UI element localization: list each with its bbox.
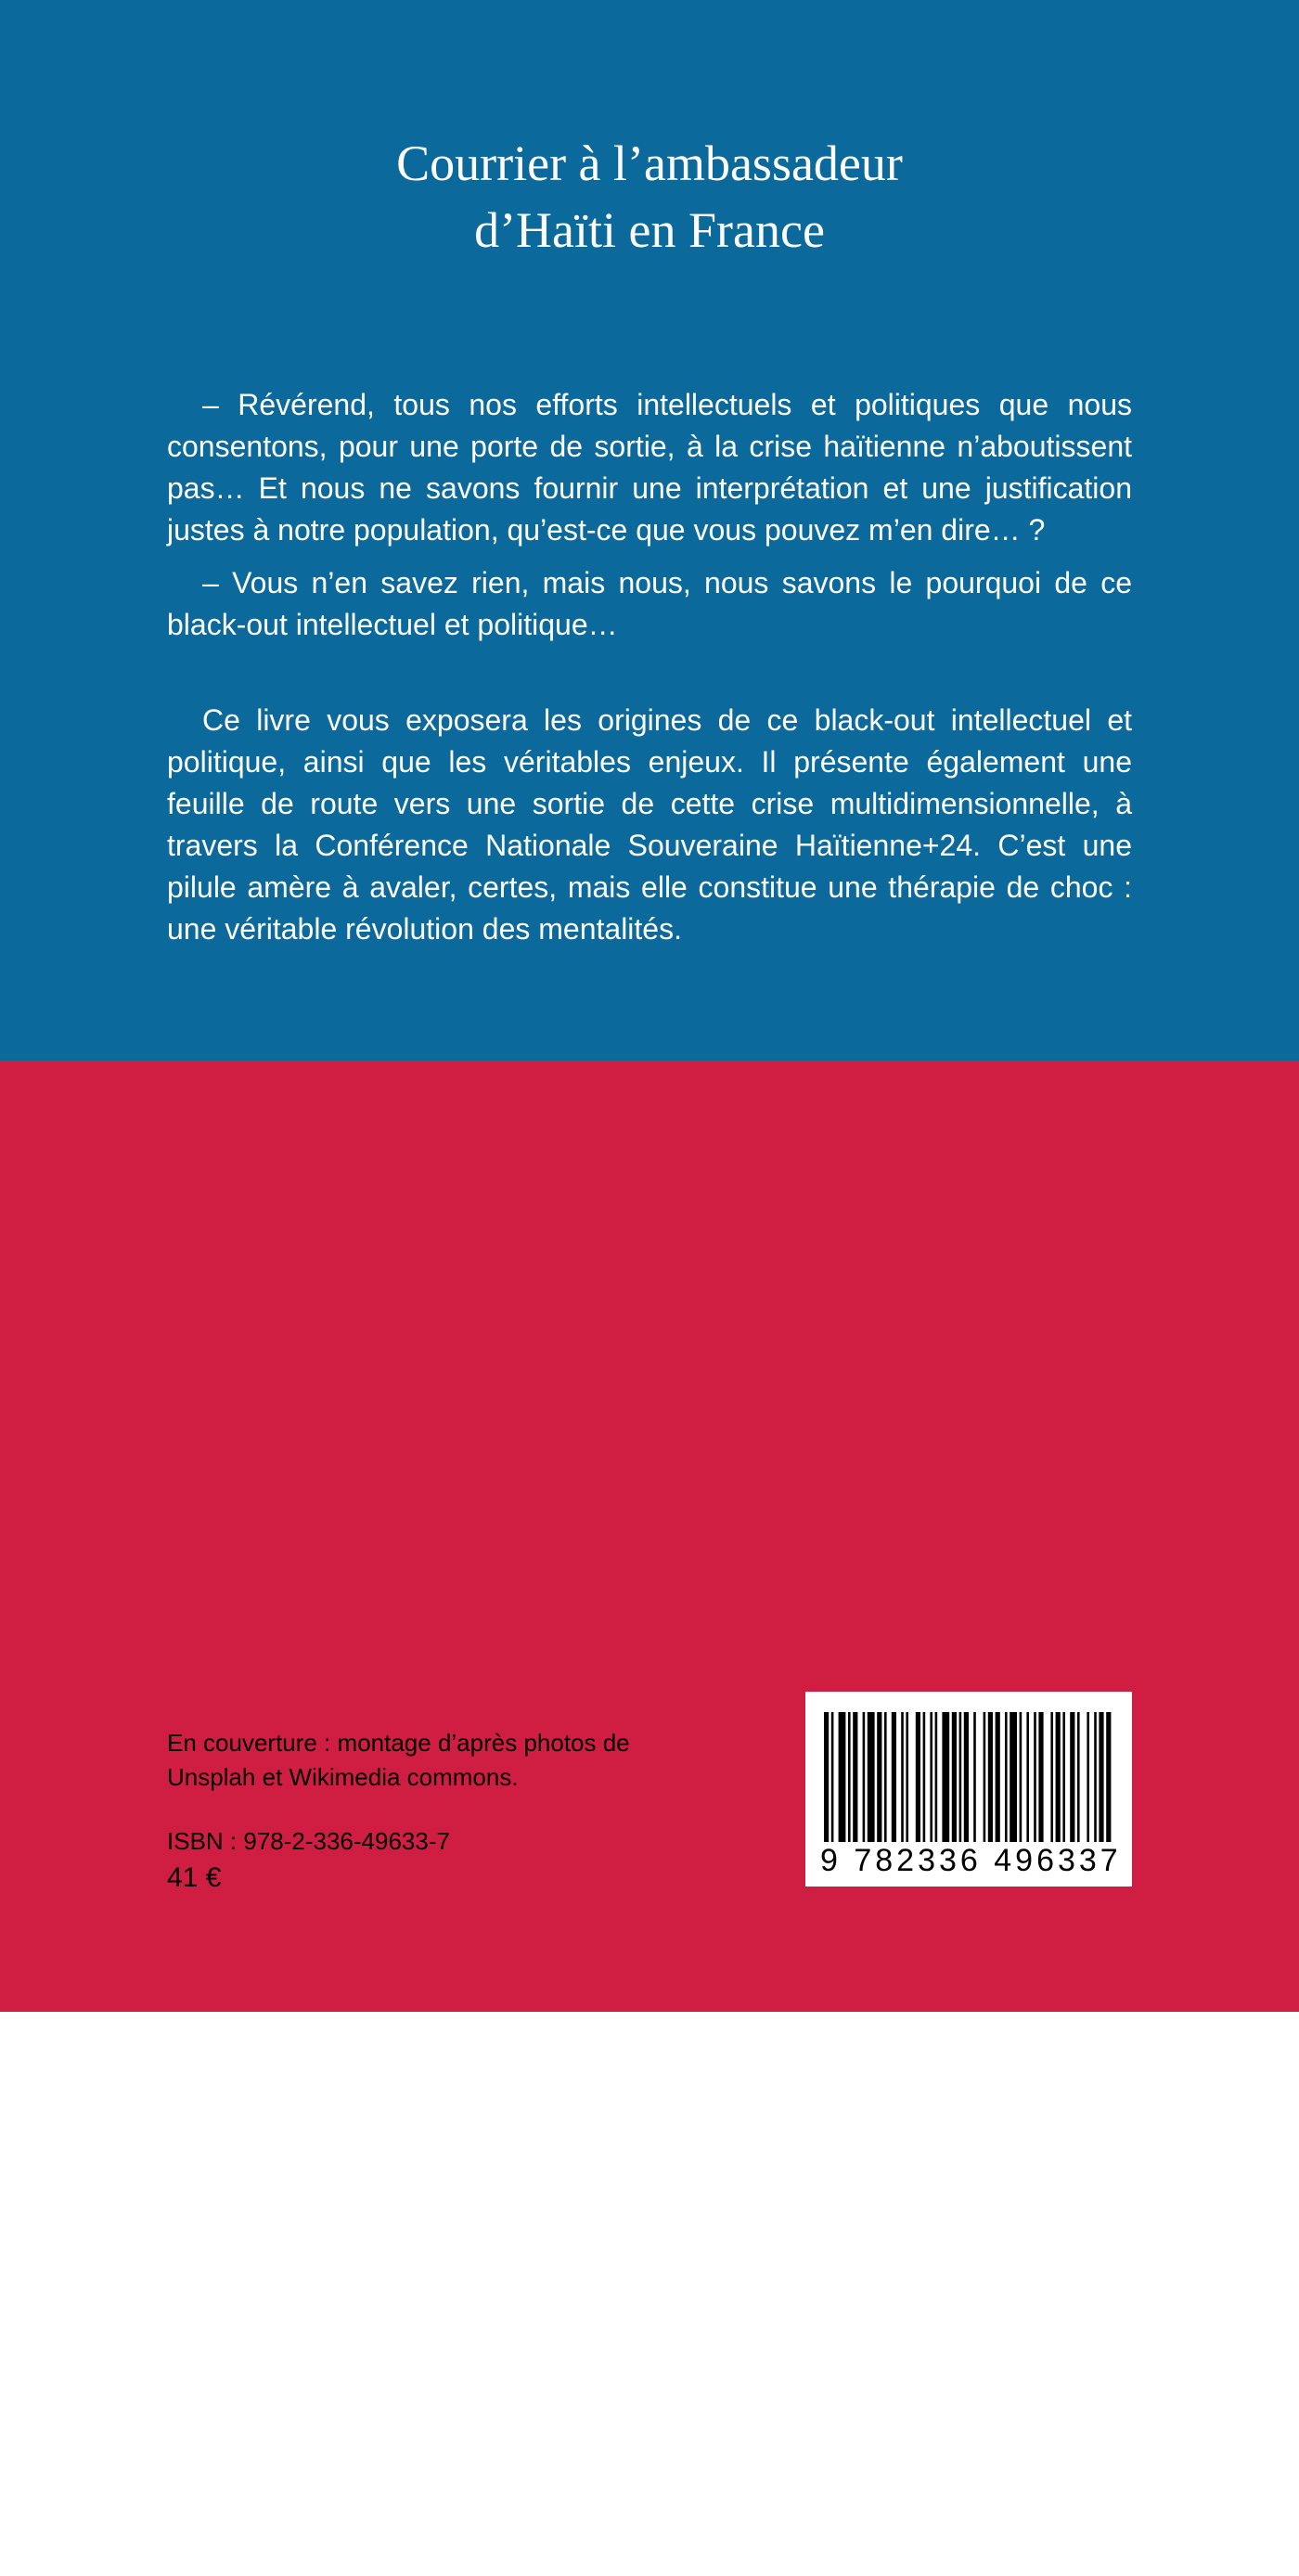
barcode-bar xyxy=(863,1712,866,1842)
barcode-bar xyxy=(824,1712,829,1842)
barcode-bar xyxy=(1062,1712,1065,1842)
barcode-bar xyxy=(868,1712,875,1842)
barcode-bar xyxy=(848,1712,851,1842)
barcode-bar xyxy=(906,1712,908,1842)
barcode-bar xyxy=(1106,1712,1111,1842)
barcode-bar xyxy=(1056,1712,1061,1842)
barcode-bar xyxy=(892,1712,896,1842)
barcode-bar xyxy=(1034,1712,1036,1842)
isbn-number: ISBN : 978-2-336-49633-7 xyxy=(167,1827,450,1855)
barcode-bar xyxy=(935,1712,938,1842)
barcode-bar xyxy=(916,1712,920,1842)
author-name: Gaston Mahoungou xyxy=(167,2253,444,2286)
barcode-bar xyxy=(1070,1712,1074,1842)
barcode-bar xyxy=(884,1712,887,1842)
barcode-bar xyxy=(1020,1712,1022,1842)
barcode-bar xyxy=(964,1712,969,1842)
barcode-bar xyxy=(984,1712,986,1842)
barcode-bar xyxy=(1026,1712,1029,1842)
barcode-bar xyxy=(853,1712,857,1842)
barcode-bar xyxy=(1050,1712,1053,1842)
dialog-question: – Révérend, tous nos efforts intellectuels et politiques que nous consentons, pour une porte de sortie, à la crise haïtienne n’aboutissent pas… Et nous ne savons fournir une interprétation et une justification justes à notre population, qu’est-ce que vous pouvez m’en dire… ? xyxy=(167,388,1132,547)
book-title-line-1: Courrier à l’ambassadeur xyxy=(396,135,903,191)
barcode-bar xyxy=(1099,1712,1103,1842)
cover-credits-line-2: Unsplah et Wikimedia commons. xyxy=(167,1763,519,1791)
barcode-bar xyxy=(959,1712,962,1842)
book-title xyxy=(0,130,1299,264)
author-bio xyxy=(167,2249,1132,2576)
barcode xyxy=(805,1692,1132,1887)
barcode-bar xyxy=(839,1712,846,1842)
barcode-bar xyxy=(1038,1712,1043,1842)
barcode-bar xyxy=(973,1712,976,1842)
barcode-bar xyxy=(1077,1712,1080,1842)
dialog-excerpt xyxy=(167,384,1132,646)
cover-credits xyxy=(167,1726,724,1795)
barcode-bar xyxy=(901,1712,904,1842)
barcode-bar xyxy=(988,1712,993,1842)
top-blue-panel xyxy=(0,0,1299,1061)
barcode-bar xyxy=(930,1712,932,1842)
barcode-bar xyxy=(923,1712,926,1842)
dialog-answer: – Vous n’en savez rien, mais nous, nous savons le pourquoi de ce black-out intellectuel et politique… xyxy=(167,566,1132,641)
barcode-bar xyxy=(1005,1712,1008,1842)
author-bio-text: , né à Kinanga (Bouenza), est un auteur prolifique avec plus de 150 ouvrages religieux et politiques. Prédicateur de l’Évangile Éternel et ministre du Rétablissement de toutes choses, il préside l’ASAD (Association Sauvons l’Afrique Des Dangers). Il milite pour l’internationalisation du Mouvement des Conférences Nationales Souveraines+24, notamment en Afrique subsaharienne, dans les régions afro-caribéennes, latino-américaines, européennes et asiatiques en quête de démocratie participative. xyxy=(167,2253,1132,2571)
barcode-bars xyxy=(824,1712,1113,1842)
barcode-bar xyxy=(952,1712,957,1842)
barcode-bar xyxy=(942,1712,949,1842)
book-summary xyxy=(167,700,1132,950)
price-label: 41 € xyxy=(167,1862,222,1893)
barcode-bar xyxy=(1087,1712,1089,1842)
book-title-line-2: d’Haïti en France xyxy=(474,202,825,258)
cover-credits-line-1: En couverture : montage d’après photos de xyxy=(167,1729,630,1757)
barcode-digits: 9 782336 496337 xyxy=(820,1843,1122,1878)
summary-paragraph: Ce livre vous exposera les origines de ce black-out intellectuel et politique, ainsi que les véritables enjeux. Il présente également une feuille de route vers une sortie de cette crise multidimensionnelle, à travers la Conférence Nationale Souveraine Haïtienne+24. C’est une pilule amère à avaler, certes, mais elle constitue une thérapie de choc : une véritable révolution des mentalités. xyxy=(167,703,1132,946)
barcode-bar xyxy=(831,1712,834,1842)
barcode-bar xyxy=(1094,1712,1097,1842)
barcode-bar xyxy=(877,1712,881,1842)
barcode-bar xyxy=(1010,1712,1017,1842)
barcode-bar xyxy=(996,1712,1000,1842)
